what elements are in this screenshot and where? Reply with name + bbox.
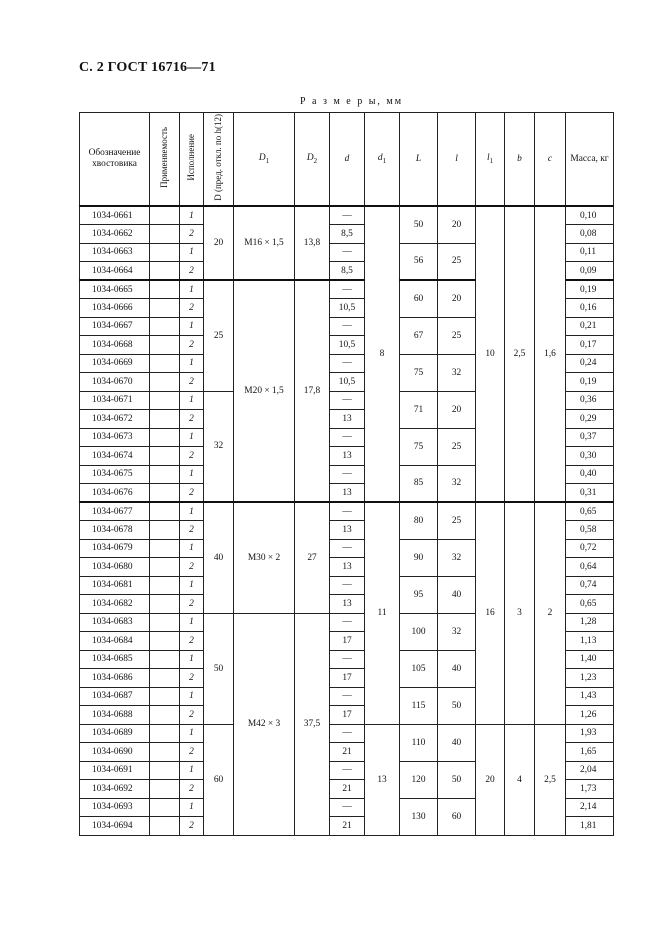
execution-cell: 1 (180, 243, 204, 262)
L-cell: 80 (400, 502, 438, 539)
d1-small-cell: 8 (365, 206, 400, 502)
d-cell: — (330, 724, 365, 743)
execution-cell: 1 (180, 724, 204, 743)
execution-cell: 1 (180, 650, 204, 669)
col-d: d (330, 113, 365, 207)
thread-d1-cell: М16 × 1,5 (234, 206, 295, 280)
d-cell: — (330, 539, 365, 558)
applicability-cell (150, 761, 180, 780)
L-cell: 105 (400, 650, 438, 687)
applicability-cell (150, 391, 180, 410)
l-cell: 32 (438, 465, 476, 502)
L-cell: 95 (400, 576, 438, 613)
mass-cell: 0,40 (566, 465, 614, 484)
execution-cell: 2 (180, 817, 204, 836)
table-row (80, 206, 614, 225)
execution-cell: 2 (180, 484, 204, 503)
b-cell: 3 (505, 502, 535, 724)
l-cell: 20 (438, 206, 476, 243)
col-L: L (400, 113, 438, 207)
d-cell: 10,5 (330, 299, 365, 318)
col-l1: $l_1$ (476, 113, 505, 207)
d-main-cell: 60 (204, 724, 234, 835)
applicability-cell (150, 798, 180, 817)
execution-cell: 1 (180, 798, 204, 817)
execution-cell: 2 (180, 558, 204, 577)
d-main-cell: 25 (204, 280, 234, 391)
execution-cell: 2 (180, 447, 204, 466)
applicability-cell (150, 724, 180, 743)
applicability-cell (150, 447, 180, 466)
d-cell: 21 (330, 780, 365, 799)
mass-cell: 0,21 (566, 317, 614, 336)
d-cell: 8,5 (330, 225, 365, 244)
l-cell: 32 (438, 539, 476, 576)
d-cell: — (330, 280, 365, 299)
l1-cell: 10 (476, 206, 505, 502)
designation-cell: 1034-0693 (80, 798, 150, 817)
d1-small-cell: 11 (365, 502, 400, 724)
d-cell: — (330, 354, 365, 373)
d-cell: — (330, 576, 365, 595)
l-cell: 40 (438, 576, 476, 613)
d2-cell: 27 (295, 502, 330, 613)
d-cell: 13 (330, 484, 365, 503)
l-cell: 20 (438, 280, 476, 317)
mass-cell: 0,31 (566, 484, 614, 503)
mass-cell: 0,16 (566, 299, 614, 318)
applicability-cell (150, 595, 180, 614)
designation-cell: 1034-0680 (80, 558, 150, 577)
mass-cell: 1,23 (566, 669, 614, 688)
l-cell: 25 (438, 243, 476, 280)
designation-cell: 1034-0663 (80, 243, 150, 262)
col-execution: Исполнение (180, 113, 204, 207)
d-cell: — (330, 206, 365, 225)
execution-cell: 2 (180, 632, 204, 651)
mass-cell: 0,64 (566, 558, 614, 577)
mass-cell: 0,11 (566, 243, 614, 262)
execution-cell: 2 (180, 521, 204, 540)
d-main-cell: 40 (204, 502, 234, 613)
table-caption: Р а з м е р ы, мм (300, 96, 404, 107)
execution-cell: 2 (180, 299, 204, 318)
L-cell: 56 (400, 243, 438, 280)
mass-cell: 1,28 (566, 613, 614, 632)
l-cell: 50 (438, 761, 476, 798)
d-main-cell: 50 (204, 613, 234, 724)
l-cell: 20 (438, 391, 476, 428)
designation-cell: 1034-0685 (80, 650, 150, 669)
thread-d1-cell: М42 × 3 (234, 613, 295, 835)
L-cell: 67 (400, 317, 438, 354)
mass-cell: 1,65 (566, 743, 614, 762)
designation-cell: 1034-0664 (80, 262, 150, 281)
d-cell: — (330, 428, 365, 447)
designation-cell: 1034-0667 (80, 317, 150, 336)
b-cell: 2,5 (505, 206, 535, 502)
designation-cell: 1034-0672 (80, 410, 150, 429)
execution-cell: 1 (180, 317, 204, 336)
designation-cell: 1034-0688 (80, 706, 150, 725)
col-designation: Обозначение хвостовика (80, 113, 150, 207)
thread-d1-cell: М20 × 1,5 (234, 280, 295, 502)
table-header-row (80, 113, 614, 207)
applicability-cell (150, 317, 180, 336)
d-main-cell: 20 (204, 206, 234, 280)
mass-cell: 0,10 (566, 206, 614, 225)
d-cell: — (330, 798, 365, 817)
mass-cell: 0,65 (566, 502, 614, 521)
designation-cell: 1034-0668 (80, 336, 150, 355)
execution-cell: 2 (180, 743, 204, 762)
applicability-cell (150, 428, 180, 447)
applicability-cell (150, 280, 180, 299)
mass-cell: 0,36 (566, 391, 614, 410)
designation-cell: 1034-0681 (80, 576, 150, 595)
mass-cell: 0,58 (566, 521, 614, 540)
designation-cell: 1034-0689 (80, 724, 150, 743)
d-cell: 10,5 (330, 336, 365, 355)
designation-cell: 1034-0665 (80, 280, 150, 299)
l-cell: 25 (438, 317, 476, 354)
execution-cell: 1 (180, 391, 204, 410)
execution-cell: 2 (180, 373, 204, 392)
L-cell: 50 (400, 206, 438, 243)
applicability-cell (150, 650, 180, 669)
applicability-cell (150, 576, 180, 595)
execution-cell: 2 (180, 262, 204, 281)
l-cell: 40 (438, 724, 476, 761)
d-cell: 17 (330, 706, 365, 725)
execution-cell: 1 (180, 280, 204, 299)
col-d2: $D_2$ (295, 113, 330, 207)
execution-cell: 1 (180, 761, 204, 780)
d-cell: 10,5 (330, 373, 365, 392)
d-cell: — (330, 243, 365, 262)
designation-cell: 1034-0670 (80, 373, 150, 392)
l-cell: 32 (438, 354, 476, 391)
mass-cell: 1,13 (566, 632, 614, 651)
mass-cell: 0,09 (566, 262, 614, 281)
mass-cell: 1,26 (566, 706, 614, 725)
applicability-cell (150, 484, 180, 503)
designation-cell: 1034-0682 (80, 595, 150, 614)
d2-cell: 37,5 (295, 613, 330, 835)
execution-cell: 1 (180, 687, 204, 706)
d-cell: 13 (330, 447, 365, 466)
mass-cell: 0,29 (566, 410, 614, 429)
col-b: b (505, 113, 535, 207)
d-cell: 8,5 (330, 262, 365, 281)
L-cell: 75 (400, 354, 438, 391)
applicability-cell (150, 780, 180, 799)
l1-cell: 16 (476, 502, 505, 724)
d-cell: — (330, 465, 365, 484)
applicability-cell (150, 539, 180, 558)
col-d1: $D_1$ (234, 113, 295, 207)
d-cell: — (330, 613, 365, 632)
execution-cell: 2 (180, 706, 204, 725)
designation-cell: 1034-0666 (80, 299, 150, 318)
L-cell: 60 (400, 280, 438, 317)
designation-cell: 1034-0691 (80, 761, 150, 780)
applicability-cell (150, 743, 180, 762)
designation-cell: 1034-0678 (80, 521, 150, 540)
mass-cell: 1,93 (566, 724, 614, 743)
d-cell: 21 (330, 743, 365, 762)
d-cell: — (330, 650, 365, 669)
execution-cell: 1 (180, 576, 204, 595)
d-cell: 13 (330, 521, 365, 540)
designation-cell: 1034-0662 (80, 225, 150, 244)
l1-cell: 20 (476, 724, 505, 835)
col-d1-small: $d_1$ (365, 113, 400, 207)
designation-cell: 1034-0675 (80, 465, 150, 484)
execution-cell: 2 (180, 595, 204, 614)
d-cell: — (330, 391, 365, 410)
L-cell: 115 (400, 687, 438, 724)
designation-cell: 1034-0690 (80, 743, 150, 762)
execution-cell: 1 (180, 613, 204, 632)
applicability-cell (150, 354, 180, 373)
d-cell: 13 (330, 595, 365, 614)
applicability-cell (150, 373, 180, 392)
designation-cell: 1034-0692 (80, 780, 150, 799)
execution-cell: 1 (180, 428, 204, 447)
execution-cell: 1 (180, 354, 204, 373)
L-cell: 100 (400, 613, 438, 650)
applicability-cell (150, 225, 180, 244)
d2-cell: 17,8 (295, 280, 330, 502)
execution-cell: 1 (180, 502, 204, 521)
designation-cell: 1034-0677 (80, 502, 150, 521)
mass-cell: 0,65 (566, 595, 614, 614)
d-main-cell: 32 (204, 391, 234, 502)
d-cell: 13 (330, 558, 365, 577)
d-cell: — (330, 761, 365, 780)
designation-cell: 1034-0679 (80, 539, 150, 558)
applicability-cell (150, 558, 180, 577)
applicability-cell (150, 613, 180, 632)
execution-cell: 1 (180, 539, 204, 558)
applicability-cell (150, 299, 180, 318)
L-cell: 130 (400, 798, 438, 835)
d-cell: 17 (330, 632, 365, 651)
mass-cell: 0,37 (566, 428, 614, 447)
applicability-cell (150, 243, 180, 262)
d-cell: — (330, 687, 365, 706)
col-mass: Масса, кг (566, 113, 614, 207)
d-cell: — (330, 502, 365, 521)
designation-cell: 1034-0684 (80, 632, 150, 651)
d1-small-cell: 13 (365, 724, 400, 835)
designation-cell: 1034-0661 (80, 206, 150, 225)
L-cell: 71 (400, 391, 438, 428)
execution-cell: 1 (180, 465, 204, 484)
applicability-cell (150, 206, 180, 225)
col-d-main: D (пред. откл. по h(12) (204, 113, 234, 207)
applicability-cell (150, 262, 180, 281)
table-row (80, 502, 614, 521)
designation-cell: 1034-0669 (80, 354, 150, 373)
mass-cell: 0,17 (566, 336, 614, 355)
designation-cell: 1034-0671 (80, 391, 150, 410)
applicability-cell (150, 410, 180, 429)
d-cell: 13 (330, 410, 365, 429)
mass-cell: 0,19 (566, 373, 614, 392)
l-cell: 25 (438, 502, 476, 539)
table-row (80, 724, 614, 743)
mass-cell: 0,74 (566, 576, 614, 595)
designation-cell: 1034-0683 (80, 613, 150, 632)
l-cell: 32 (438, 613, 476, 650)
c-cell: 2,5 (535, 724, 566, 835)
designation-cell: 1034-0686 (80, 669, 150, 688)
mass-cell: 1,73 (566, 780, 614, 799)
thread-d1-cell: М30 × 2 (234, 502, 295, 613)
page-header: С. 2 ГОСТ 16716—71 (79, 60, 216, 75)
col-applicability: Применяемость (150, 113, 180, 207)
dimensions-table (79, 112, 614, 836)
applicability-cell (150, 706, 180, 725)
l-cell: 40 (438, 650, 476, 687)
execution-cell: 2 (180, 669, 204, 688)
mass-cell: 0,72 (566, 539, 614, 558)
mass-cell: 2,04 (566, 761, 614, 780)
applicability-cell (150, 817, 180, 836)
L-cell: 110 (400, 724, 438, 761)
mass-cell: 1,40 (566, 650, 614, 669)
designation-cell: 1034-0676 (80, 484, 150, 503)
mass-cell: 1,81 (566, 817, 614, 836)
mass-cell: 0,30 (566, 447, 614, 466)
c-cell: 2 (535, 502, 566, 724)
c-cell: 1,6 (535, 206, 566, 502)
d2-cell: 13,8 (295, 206, 330, 280)
L-cell: 90 (400, 539, 438, 576)
applicability-cell (150, 502, 180, 521)
applicability-cell (150, 632, 180, 651)
designation-cell: 1034-0674 (80, 447, 150, 466)
applicability-cell (150, 669, 180, 688)
L-cell: 75 (400, 428, 438, 465)
applicability-cell (150, 521, 180, 540)
l-cell: 50 (438, 687, 476, 724)
mass-cell: 0,19 (566, 280, 614, 299)
designation-cell: 1034-0694 (80, 817, 150, 836)
execution-cell: 2 (180, 780, 204, 799)
L-cell: 120 (400, 761, 438, 798)
applicability-cell (150, 687, 180, 706)
execution-cell: 2 (180, 410, 204, 429)
mass-cell: 1,43 (566, 687, 614, 706)
execution-cell: 2 (180, 336, 204, 355)
mass-cell: 0,24 (566, 354, 614, 373)
execution-cell: 2 (180, 225, 204, 244)
b-cell: 4 (505, 724, 535, 835)
applicability-cell (150, 465, 180, 484)
l-cell: 60 (438, 798, 476, 835)
col-l: l (438, 113, 476, 207)
designation-cell: 1034-0673 (80, 428, 150, 447)
l-cell: 25 (438, 428, 476, 465)
designation-cell: 1034-0687 (80, 687, 150, 706)
d-cell: 17 (330, 669, 365, 688)
d-cell: — (330, 317, 365, 336)
mass-cell: 0,08 (566, 225, 614, 244)
mass-cell: 2,14 (566, 798, 614, 817)
d-cell: 21 (330, 817, 365, 836)
L-cell: 85 (400, 465, 438, 502)
execution-cell: 1 (180, 206, 204, 225)
applicability-cell (150, 336, 180, 355)
col-c: c (535, 113, 566, 207)
